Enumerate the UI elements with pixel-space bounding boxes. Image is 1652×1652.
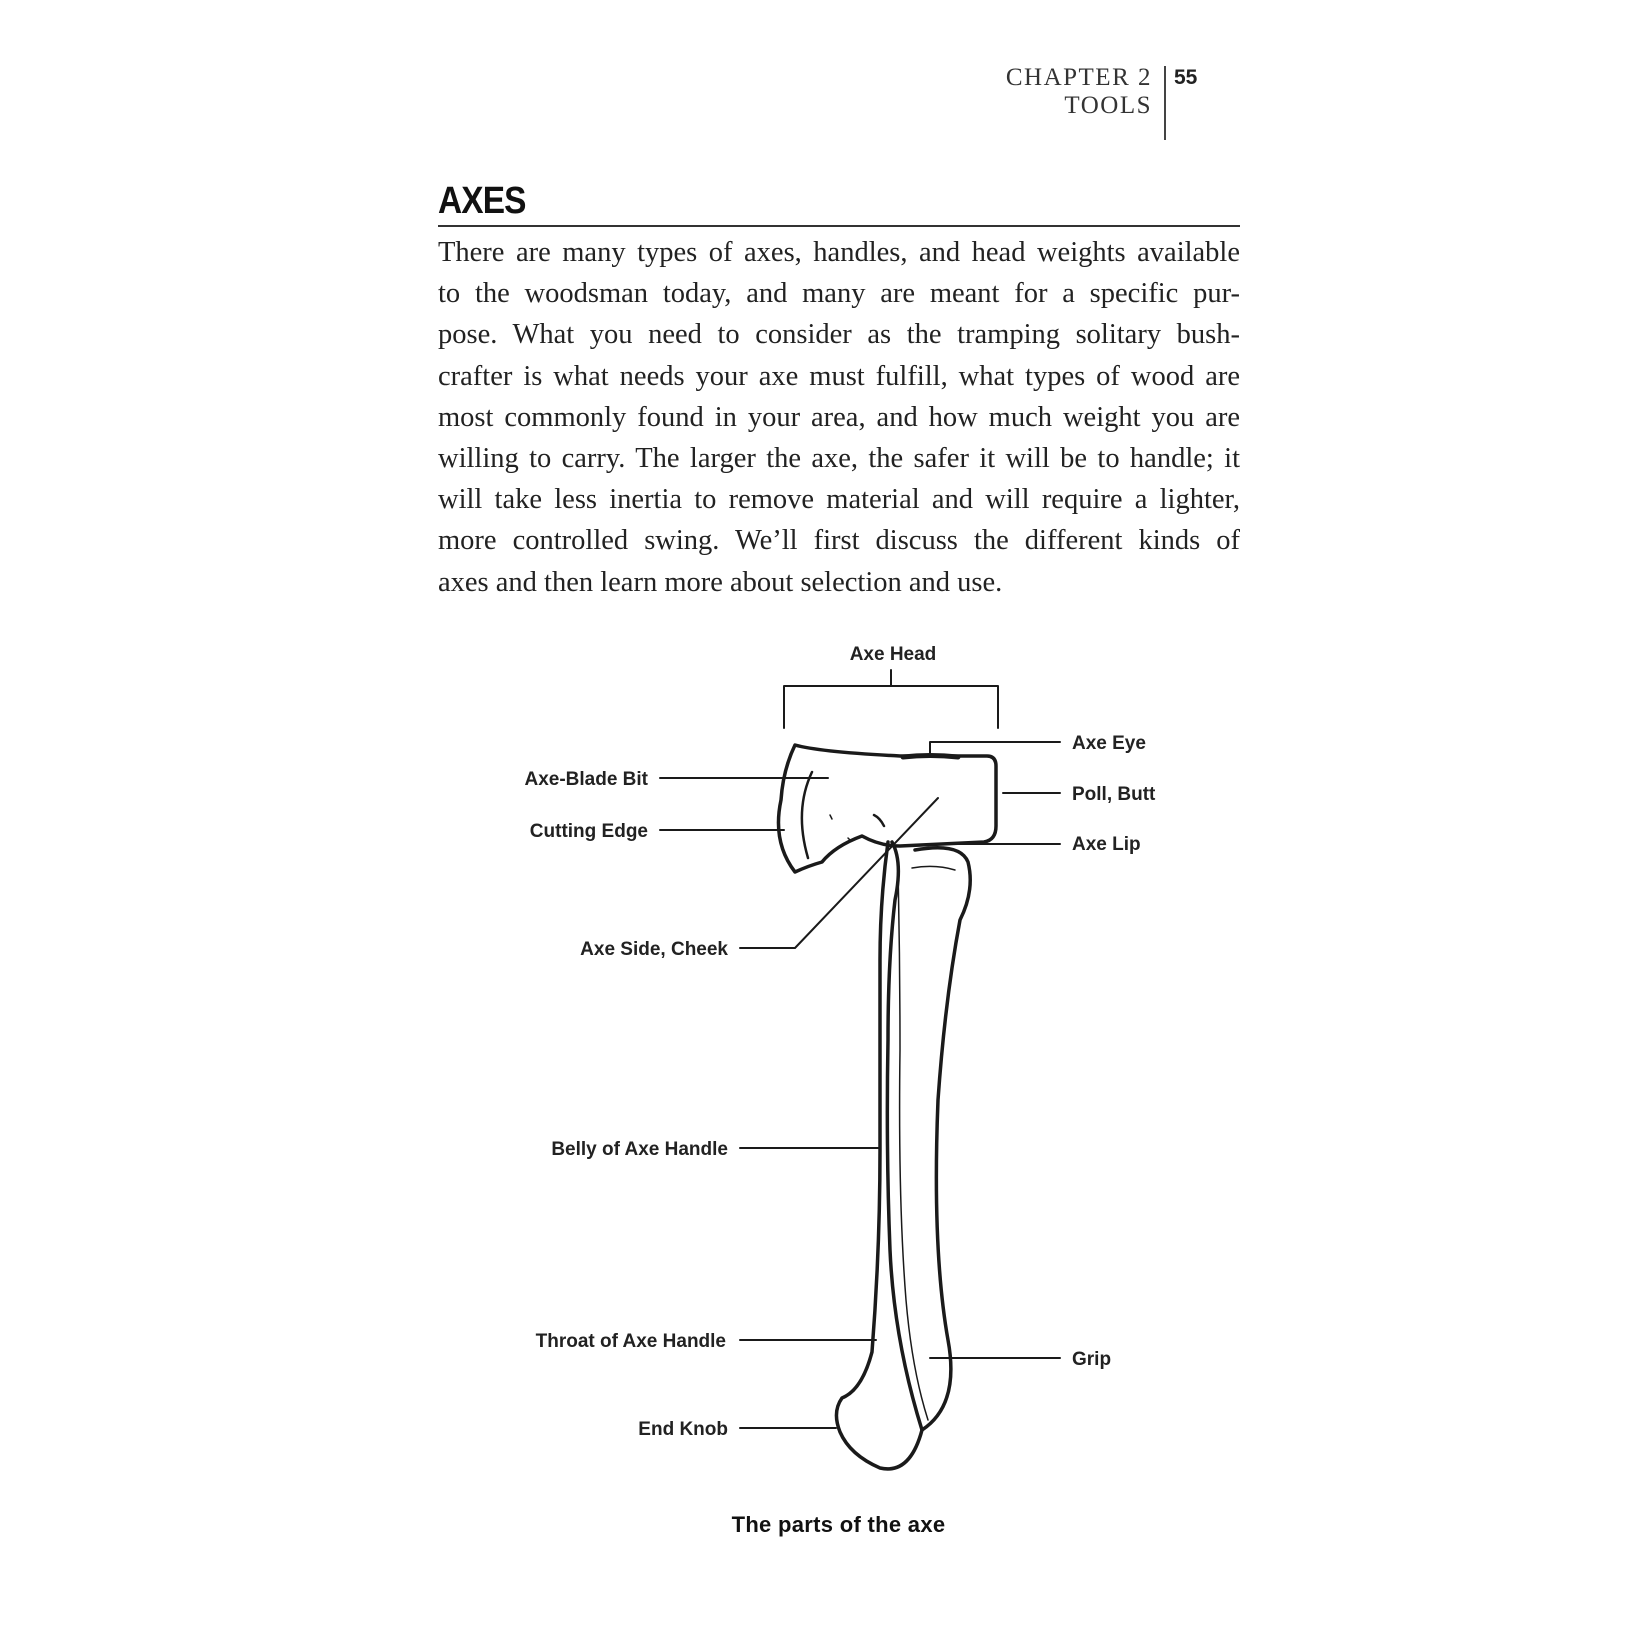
body-line: more controlled swing. We’ll first discuss the different kinds of (438, 525, 1240, 557)
handle-shoulder (915, 848, 970, 1430)
label-axe-head: Axe Head (849, 644, 937, 665)
label-axe-lip: Axe Lip (1072, 834, 1141, 855)
body-line: axes and then learn more about selection and use. (438, 566, 1003, 598)
section-title: AXES (438, 180, 526, 222)
leader-axe-eye (930, 742, 1060, 755)
handle-inner-line (898, 870, 928, 1420)
label-poll-butt: Poll, Butt (1072, 784, 1156, 805)
label-throat: Throat of Axe Handle (535, 1331, 726, 1352)
leader-cheek (740, 798, 938, 948)
body-line: to the woodsman today, and many are meant for a specific pur- (438, 278, 1240, 310)
body-line: most commonly found in your area, and how much weight you are (438, 401, 1240, 433)
label-side-cheek: Axe Side, Cheek (580, 939, 728, 960)
body-line: There are many types of axes, handles, and head weights available (438, 237, 1240, 268)
axe-head-bracket (784, 670, 998, 728)
blade-bit-line (802, 772, 812, 858)
chapter-label: CHAPTER 2 (1005, 64, 1152, 91)
label-grip: Grip (1072, 1349, 1112, 1370)
body-line: willing to carry. The larger the axe, the safer it will be to handle; it (438, 443, 1240, 475)
label-blade-bit: Axe-Blade Bit (524, 769, 648, 790)
section-label: TOOLS (1064, 92, 1152, 119)
label-belly: Belly of Axe Handle (551, 1139, 728, 1160)
label-cutting-edge: Cutting Edge (529, 821, 648, 842)
body-line: will take less inertia to remove material and will require a lighter, (438, 484, 1240, 516)
page-number: 55 (1174, 66, 1198, 89)
figure-caption: The parts of the axe (731, 1512, 946, 1537)
label-end-knob: End Knob (638, 1419, 728, 1440)
handle-lip-curve (912, 866, 955, 870)
axe-handle (836, 842, 922, 1469)
body-line: pose. What you need to consider as the tramping solitary bush- (438, 319, 1240, 351)
cheek-mark (874, 815, 884, 826)
body-line: crafter is what needs your axe must fulfill, what types of wood are (438, 360, 1240, 392)
label-axe-eye: Axe Eye (1072, 733, 1146, 754)
